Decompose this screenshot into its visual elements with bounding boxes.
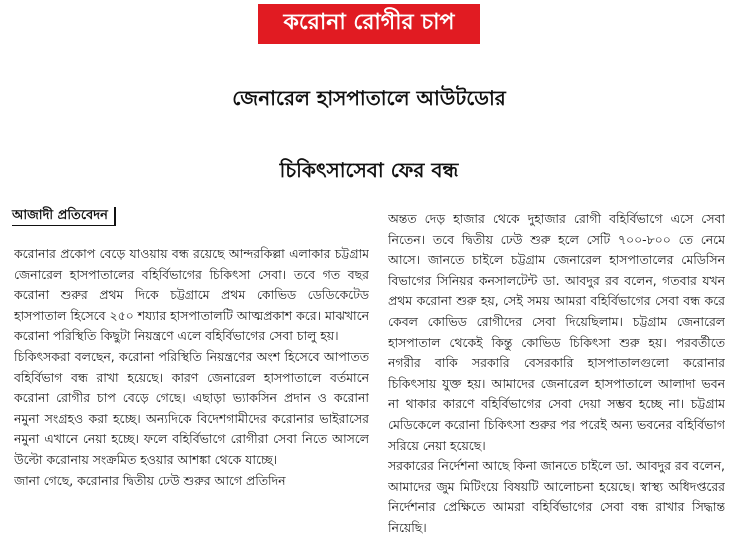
article-column-left: [14, 244, 369, 556]
article-paragraph: সরকারের নির্দেশনা আছে কিনা জানতে চাইলে ডা. আবদুর রব বলেন, আমাদের জুম মিটিংয়ে বিষয়টি আলোচনা হয়েছে। স্বাস্থ্য অধিদপ্তরের নির্দেশনার প্রেক্ষিতে আমরা বহির্বিভাগের সেবা বন্ধ রাখার সিদ্ধান্ত নিয়েছি।: [388, 458, 725, 535]
article-paragraph: করোনার প্রকোপ বেড়ে যাওয়ায় বন্ধ রয়েছে আন্দরকিল্লা এলাকার চট্টগ্রাম জেনারেল হাসপাতালের বহির্বিভাগের চিকিৎসা সেবা। তবে গত বছর করোনা শুরুর প্রথম দিকে চট্টগ্রামে প্রথম কোভিড ডেডিকেটেড হাসপাতাল হিসেবে ২৫০ শয্যার হাসপাতালটি আত্মপ্রকাশ করে। মাঝখানে করোনা পরিস্থিতি কিছুটা নিয়ন্ত্রণে এলে বহির্বিভাগের সেবা চালু হয়।: [14, 246, 369, 344]
article-paragraph: চিকিৎসকরা বলছেন, করোনা পরিস্থিতি নিয়ন্ত্রণের অংশ হিসেবে আপাতত বহির্বিভাগ বন্ধ রাখা হয়েছে। কারণ জেনারেল হাসপাতালে বর্তমানে করোনা রোগীর চাপ বেড়ে গেছে। এছাড়া ভ্যাকসিন প্রদান ও করোনা নমুনা সংগ্রহও করা হচ্ছে। অন্যদিকে বিদেশগামীদের করোনার ভাইরাসের নমুনা এখানে নেয়া হচ্ছে। ফলে বহির্বিভাগে রোগীরা সেবা নিতে আসলে উল্টো করোনায় সংক্রমিত হওয়ার আশঙ্কা থেকে যাচ্ছে।: [14, 348, 369, 467]
headline: [0, 62, 738, 206]
article-paragraph: অন্তত দেড় হাজার থেকে দুহাজার রোগী বহির্বিভাগে এসে সেবা নিতেন। তবে দ্বিতীয় ঢেউ শুরু হলে সেটি ৭০০-৮০০ তে নেমে আসে। জানতে চাইলে চট্টগ্রাম জেনারেল হাসপাতালের মেডিসিন বিভাগের সিনিয়র কনসালটেন্ট ডা. আবদুর রব বলেন, গতবার যখন প্রথম করোনা শুরু হয়, সেই সময় আমরা বহির্বিভাগের সেবা বন্ধ করে কেবল কোভিড রোগীদের সেবা দিয়েছিলাম। চট্টগ্রাম জেনারেল হাসপাতাল থেকেই কিন্তু কোভিড চিকিৎসা শুরু হয়। পরবর্তীতে নগরীর বাকি সরকারি বেসরকারি হাসপাতালগুলো করোনার চিকিৎসায় যুক্ত হয়। আমাদের জেনারেল হাসপাতালে আলাদা ভবন না থাকার কারণে বহির্বিভাগের সেবা দেয়া সম্ভব হচ্ছে না। চট্টগ্রাম মেডিকেলে করোনা চিকিৎসা শুরুর পর পরেই অন্য ভবনের বহির্বিভাগ সরিয়ে নেয়া হয়েছে।: [388, 211, 725, 453]
byline: আজাদী প্রতিবেদন: [12, 207, 116, 226]
article-column-right: [388, 209, 725, 556]
headline-line-2: চিকিৎসাসেবা ফের বন্ধ: [279, 158, 459, 182]
article-paragraph: জানা গেছে, করোনার দ্বিতীয় ঢেউ শুরুর আগে প্রতিদিন: [14, 472, 286, 488]
kicker-banner: [0, 0, 738, 50]
headline-line-1: জেনারেল হাসপাতালে আউটডোর: [232, 86, 506, 110]
kicker-label: করোনা রোগীর চাপ: [258, 4, 481, 44]
